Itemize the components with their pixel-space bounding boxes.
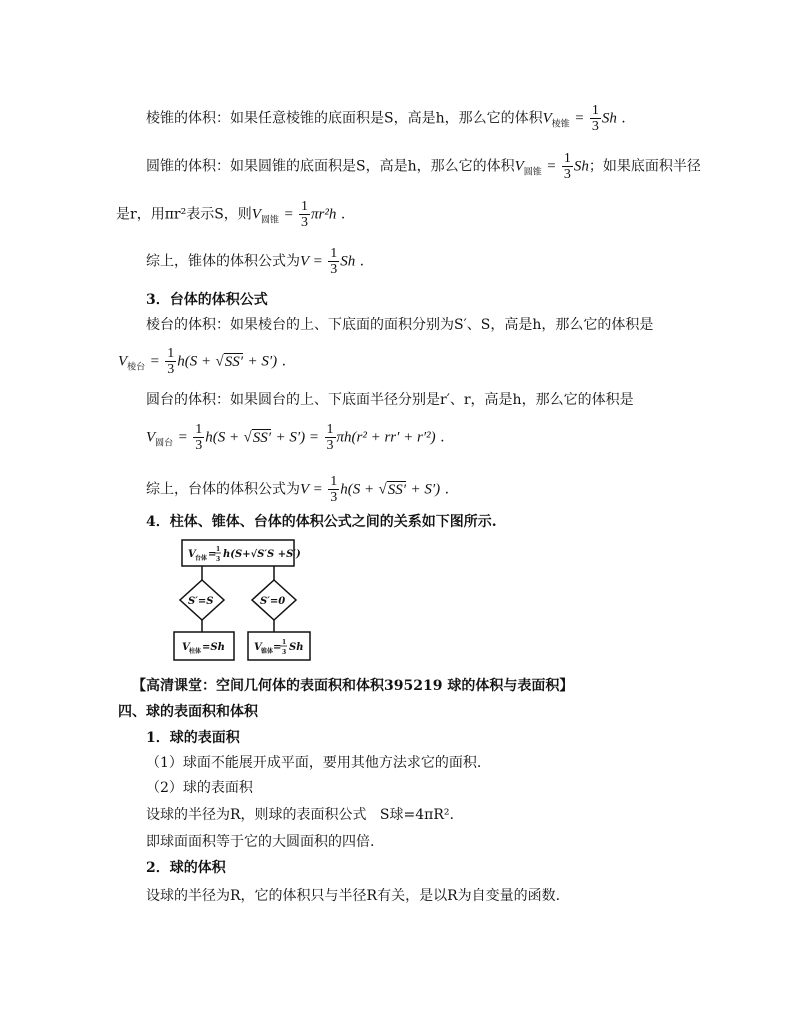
frustum-summary-line xyxy=(146,474,449,505)
frustum-pyramid-post: + S′) xyxy=(247,353,278,370)
frustum-cone-fraction2 xyxy=(325,422,336,453)
frustum-cone-num2: 1 xyxy=(326,422,334,437)
flow-right-eq: = xyxy=(273,642,282,653)
cone-line2-text: 是r，用πr²表示S，则 xyxy=(116,206,252,223)
frustum-cone-root: SS′ xyxy=(252,429,272,446)
cone-line2-eq: = xyxy=(283,206,294,223)
sphere-area-formula: S球=4πR². xyxy=(379,807,454,823)
frustum-pyramid-num: 1 xyxy=(167,346,175,361)
frustum-summary-pre: h(S + xyxy=(340,481,375,498)
frustum-cone-end: . xyxy=(440,429,445,446)
cone-line2-rest: πr²h xyxy=(311,206,337,223)
cone-summary-fraction xyxy=(328,246,339,277)
cone-den: 3 xyxy=(563,167,571,182)
flow-left-v: V xyxy=(182,642,190,653)
flow-top-den: 3 xyxy=(216,556,221,563)
frustum-pyramid-text: 棱台的体积：如果棱台的上、下底面的面积分别为S′、S，高是h，那么它的体积是 xyxy=(146,317,654,333)
cone-summary-text: 综上，锥体的体积公式为 xyxy=(146,253,300,270)
frustum-pyramid-root: SS′ xyxy=(224,353,244,370)
cone-num: 1 xyxy=(563,151,571,166)
cone-summary-sh: Sh xyxy=(340,253,356,270)
frustum-summary-text: 综上，台体的体积公式为 xyxy=(146,481,300,498)
flow-right-rest: Sh xyxy=(289,642,304,653)
flow-left-rest: =Sh xyxy=(202,642,225,653)
sphere-volume-heading: 2．球的体积 xyxy=(146,860,226,876)
frustum-cone-eq: = xyxy=(177,429,188,446)
frustum-cone-rest: πh(r² + rr′ + r′²) xyxy=(336,429,436,446)
pyramid-den: 3 xyxy=(591,119,599,134)
frustum-summary-end: . xyxy=(444,481,450,498)
frustum-cone-sub: 圆台 xyxy=(155,438,174,449)
frustum-cone-fraction xyxy=(193,422,204,453)
cone-line2-den: 3 xyxy=(301,215,309,230)
frustum-heading: 3．台体的体积公式 xyxy=(146,292,268,308)
frustum-cone-v: V xyxy=(146,429,156,446)
frustum-cone-pre: h(S + xyxy=(205,429,240,446)
pyramid-text: 棱锥的体积：如果任意棱锥的底面积是S，高是h，那么它的体积 xyxy=(146,110,543,127)
flow-left-sub: 柱体 xyxy=(189,648,202,655)
pyramid-eq: = xyxy=(574,110,585,127)
four-times-line: 即球面面积等于它的大圆面积的四倍. xyxy=(146,834,375,850)
cone-sub: 圆锥 xyxy=(523,167,542,178)
cone-summary-formula: V = xyxy=(300,253,323,270)
cone-line2-v: V xyxy=(251,206,261,223)
frustum-pyramid-sub: 棱台 xyxy=(127,362,146,373)
section-four-heading: 四、球的表面积和体积 xyxy=(118,704,258,720)
frustum-cone-den2: 3 xyxy=(326,438,334,453)
frustum-pyramid-eq: = xyxy=(149,353,160,370)
flow-right-cond: S′=0 xyxy=(260,596,286,607)
frustum-pyramid-den: 3 xyxy=(167,362,175,377)
frustum-pyramid-v: V xyxy=(118,353,128,370)
pyramid-fraction xyxy=(590,103,601,134)
cone-line2-num: 1 xyxy=(301,199,309,214)
cone-volume-line2 xyxy=(116,199,345,231)
flow-right-v: V xyxy=(254,642,262,653)
cone-eq: = xyxy=(546,158,557,175)
frustum-summary-post: + S′) xyxy=(410,481,441,498)
cone-sh: Sh xyxy=(573,158,589,175)
frustum-pyramid-sqrt-sign: √ xyxy=(215,353,224,370)
cone-summary-den: 3 xyxy=(330,262,338,277)
item-one: （1）球面不能展开成平面，要用其他方法求它的面积. xyxy=(146,755,482,771)
frustum-pyramid-formula xyxy=(118,346,286,378)
flow-top-eq: = xyxy=(208,549,217,560)
cone-line2-sub: 圆锥 xyxy=(260,215,279,226)
flow-top-rest: h(S+√S′S +S′) xyxy=(223,549,301,560)
radius-text: 设球的半径为R，则球的表面积公式 xyxy=(146,807,367,823)
cone-volume-line xyxy=(146,151,701,183)
frustum-cone-post: + S′) = xyxy=(275,429,320,446)
flow-right-sub: 锥体 xyxy=(261,648,274,655)
frustum-cone-den: 3 xyxy=(195,438,203,453)
pyramid-num: 1 xyxy=(591,103,599,118)
radius-line xyxy=(146,805,454,825)
frustum-summary-den: 3 xyxy=(330,490,338,505)
pyramid-volume-line xyxy=(146,103,626,135)
cone-fraction xyxy=(562,151,573,182)
item-two: （2）球的表面积 xyxy=(146,780,253,796)
cone-v: V xyxy=(514,158,524,175)
flow-top-v: V xyxy=(188,549,196,560)
flow-right-num: 1 xyxy=(282,639,287,646)
cone-summary-num: 1 xyxy=(330,246,338,261)
pyramid-v: V xyxy=(542,110,552,127)
pyramid-sh: Sh xyxy=(601,110,617,127)
frustum-summary-root: SS′ xyxy=(387,481,407,498)
relation-heading: 4．柱体、锥体、台体的体积公式之间的关系如下图所示. xyxy=(146,514,497,530)
frustum-cone-text: 圆台的体积：如果圆台的上、下底面半径分别是r′、r，高是h，那么它的体积是 xyxy=(146,392,634,408)
cone-tail: ；如果底面积半径 xyxy=(588,158,701,175)
pyramid-end: . xyxy=(621,110,626,127)
pyramid-sub: 棱锥 xyxy=(551,119,570,130)
frustum-pyramid-fraction xyxy=(165,346,176,377)
frustum-summary-formula: V = xyxy=(300,481,323,498)
cone-text: 圆锥的体积：如果圆锥的底面积是S，高是h，那么它的体积 xyxy=(146,158,515,175)
volume-line: 设球的半径为R，它的体积只与半径R有关，是以R为自变量的函数. xyxy=(146,888,561,904)
cone-summary-line xyxy=(146,246,364,277)
frustum-cone-formula xyxy=(146,422,445,454)
cone-line2-fraction xyxy=(299,199,310,230)
flow-top-num: 1 xyxy=(216,546,221,553)
hd-class-note: 【高清课堂：空间几何体的表面积和体积395219 球的体积与表面积】 xyxy=(132,678,574,694)
frustum-pyramid-pre: h(S + xyxy=(177,353,212,370)
cone-summary-end: . xyxy=(359,253,365,270)
flow-top-sub: 台体 xyxy=(195,555,208,562)
cone-line2-end: . xyxy=(340,206,346,223)
flow-right-den: 3 xyxy=(282,649,287,656)
sphere-surface-heading: 1．球的表面积 xyxy=(146,730,240,746)
volume-relation-flowchart xyxy=(168,536,318,664)
frustum-pyramid-end: . xyxy=(281,353,287,370)
frustum-cone-sqrt-sign: √ xyxy=(243,429,252,446)
flow-left-cond: S′=S xyxy=(188,596,214,607)
frustum-summary-sqrt-sign: √ xyxy=(378,481,387,498)
frustum-summary-fraction xyxy=(328,474,339,505)
frustum-cone-num: 1 xyxy=(195,422,203,437)
frustum-summary-num: 1 xyxy=(330,474,338,489)
